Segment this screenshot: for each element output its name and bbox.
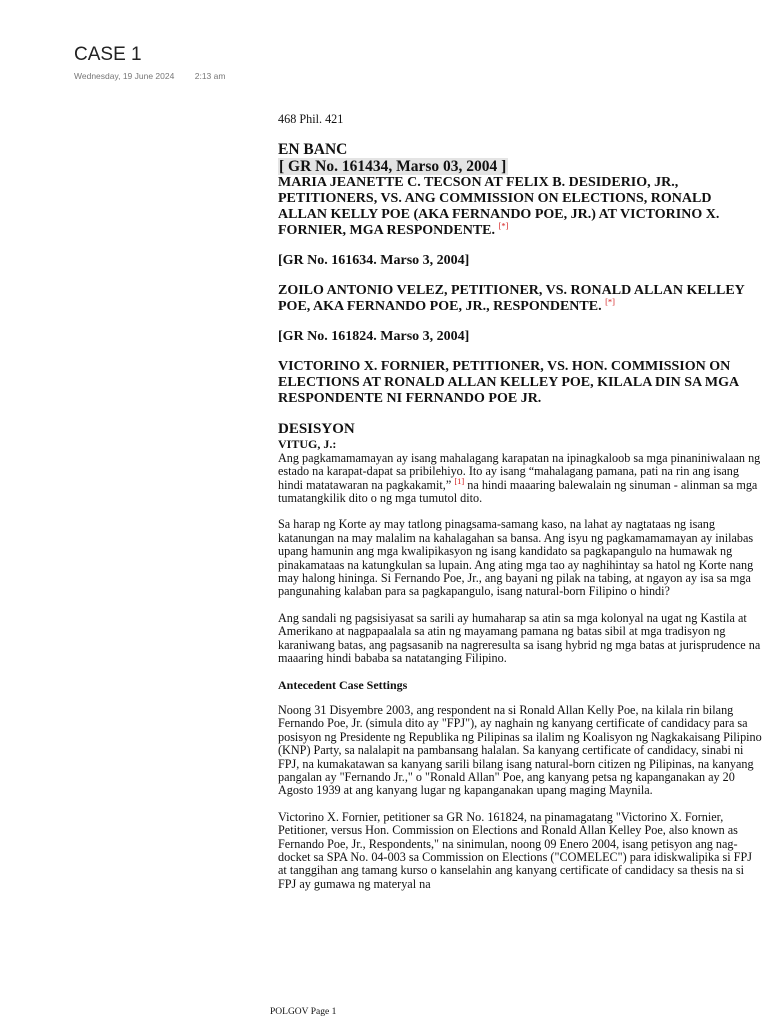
- footnote-link-1[interactable]: [1]: [454, 475, 465, 486]
- gr-number-2: [GR No. 161634. Marso 3, 2004]: [278, 253, 470, 269]
- ponente: VITUG, J.:: [278, 437, 337, 452]
- section-heading: Antecedent Case Settings: [278, 677, 408, 692]
- citation: 468 Phil. 421: [278, 112, 344, 126]
- case-parties-3: VICTORINO X. FORNIER, PETITIONER, VS. HON. COMMISSION ON ELECTIONS AT RONALD ALLAN KELLEY POE, KILALA DIN SA MGA RESPONDENTE NI FERNANDO POE JR.: [278, 359, 739, 407]
- note-title: CASE 1: [74, 44, 142, 65]
- footnote-link[interactable]: [*]: [498, 220, 509, 231]
- paragraph-1-text-a: Ang pagkamamamayan ay isang mahalagang karapatan na ipinagkaloob sa mga pinaniniwalaan ng estado na karapat-dapat sa pribilehiyo. Ito ay isang “mahalagang pamana, pati na rin ang isang hindi matatawaran na pagkakamit,”: [278, 450, 761, 492]
- gr-number-3: [GR No. 161824. Marso 3, 2004]: [278, 329, 470, 345]
- paragraph-3: Ang sandali ng pagsisiyasat sa sarili ay humaharap sa atin sa mga kolonyal na ugat ng Kastila at Amerikano at nagpapaalala sa atin ng mayamang pamana ng batas sibil at mga tradisyon ng karaniwang batas, ang pagsasanib na nagreresulta sa isang hybrid ng mga batas at jurisprudence na maaaring hindi bababa sa natatanging Filipino.: [278, 610, 761, 666]
- case-parties-2: [278, 283, 762, 315]
- paragraph-5: Victorino X. Fornier, petitioner sa GR No. 161824, na pinamagatang "Victorino X. Fornier, Petitioner, versus Hon. Commission on Elections and Ronald Allan Kelley Poe, also known as Fernando Poe, Jr., Respondents," na sinimulan, noong 09 Enero 2004, isang petisyon ang nag-docket sa SPA No. 04-003 sa Commission on Elections ("COMELEC") para idiskwalipika si FPJ at tanggihan ang tamang kurso o kanselahin ang kanyang certificate of candidacy sa thesis na si FPJ ay gumawa ng materyal na: [278, 809, 752, 891]
- footnote-link[interactable]: [*]: [605, 296, 616, 307]
- page-footer: POLGOV Page 1: [270, 1007, 337, 1017]
- note-time: 2:13 am: [194, 71, 226, 81]
- note-timestamp: [74, 71, 225, 81]
- case-parties-main: [278, 175, 762, 239]
- case-parties-main-text: MARIA JEANETTE C. TECSON AT FELIX B. DESIDERIO, JR., PETITIONERS, VS. ANG COMMISSION ON ELECTIONS, RONALD ALLAN KELLY POE (AKA FERNANDO POE, JR.) AT VICTORINO X. FORNIER, MGA RESPONDENTE.: [278, 175, 720, 239]
- paragraph-2: Sa harap ng Korte ay may tatlong pinagsama-samang kaso, na lahat ay nagtataas ng isang katanungan na may malalim na kahalagahan sa bansa. Ang isyu ng pagkamamamayan ay inilabas upang hamunin ang mga kwalipikasyon ng isang kandidato sa pagkapangulo na humawak ng pinakamataas na katungkulan sa lupain. Ang ating mga tao ay naghihintay sa hatol ng Korte nang may halong hininga. Si Fernando Poe, Jr., ang bayani ng pilak na tabing, at ngayon ay isa sa mga pangunahing kalaban para sa pagkapangulo, isang natural-born Filipino o hindi?: [278, 517, 754, 599]
- gr-number-main: [ GR No. 161434, Marso 03, 2004 ]: [279, 158, 507, 176]
- document-body: [278, 113, 762, 904]
- note-date: Wednesday, 19 June 2024: [74, 71, 175, 81]
- case-parties-2-text: ZOILO ANTONIO VELEZ, PETITIONER, VS. RONALD ALLAN KELLEY POE, AKA FERNANDO POE, JR., RESPONDENTE.: [278, 283, 745, 315]
- paragraph-1: [278, 452, 762, 506]
- division-heading: EN BANC: [278, 141, 348, 159]
- decision-heading: DESISYON: [278, 421, 355, 438]
- paragraph-1-text-b: na hindi maaaring balewalain ng sinuman - alinman sa mga tumatangkilik dito o ng mga tumutol dito.: [278, 477, 758, 506]
- paragraph-4: Noong 31 Disyembre 2003, ang respondent na si Ronald Allan Kelly Poe, na kilala rin bilang Fernando Poe, Jr. (simula dito ay "FPJ"), ay naghain ng kanyang certificate of candidacy para sa posisyon ng Presidente ng Republika ng Pilipinas sa ilalim ng Koalisyon ng Nagkakaisang Pilipino (KNP) Party, sa nalalapit na pambansang halalan. Sa kanyang certificate of candidacy, sinabi ni FPJ, na kumakatawan sa kanyang sarili bilang isang natural-born citizen ng Pilipinas, na kanyang pangalan ay "Fernando Jr.," o "Ronald Allan" Poe, ang kanyang petsa ng kapanganakan ay 20 Agosto 1939 at ang kanyang lugar ng kapanganakan upang maging Maynila.: [278, 702, 762, 798]
